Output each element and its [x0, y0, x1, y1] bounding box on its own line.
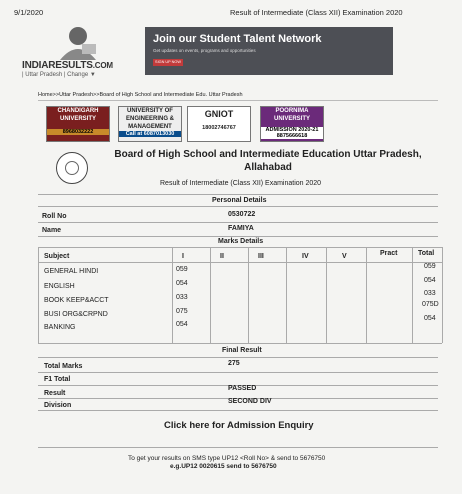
table-row-mark: 033: [176, 294, 188, 301]
table-row-mark: 054: [176, 321, 188, 328]
division-value: SECOND DIV: [228, 398, 272, 405]
name-value: FAMIYA: [228, 225, 254, 232]
table-row-subject: BUSI ORG&CRPND: [44, 311, 108, 318]
divider: [38, 236, 438, 237]
result-label: Result: [44, 390, 66, 397]
divider: [38, 100, 438, 101]
print-date: 9/1/2020: [14, 8, 44, 17]
table-row-total: 054: [424, 277, 436, 284]
divider: [210, 247, 211, 343]
ad-gniot[interactable]: GNIOT 18002746767: [187, 106, 251, 142]
col-pract: Pract: [380, 250, 398, 257]
divider: [38, 194, 438, 195]
divider: [38, 343, 442, 344]
col-v: V: [342, 253, 347, 260]
table-row-total: 059: [424, 263, 436, 270]
roll-value: 0530722: [228, 211, 256, 218]
board-seal-icon: [56, 152, 88, 184]
table-row-mark: 054: [176, 280, 188, 287]
divider: [38, 206, 438, 207]
print-title: Result of Intermediate (Class XII) Examination 2020: [230, 8, 403, 17]
total-marks-value: 275: [228, 360, 240, 367]
sms-example: e.g.UP12 0020615 send to 5676750: [170, 463, 277, 470]
divider: [38, 222, 438, 223]
divider: [172, 247, 173, 343]
table-row-total: 054: [424, 315, 436, 322]
banner-title: Join our Student Talent Network: [153, 33, 322, 45]
col-total: Total: [418, 250, 435, 257]
divider: [248, 247, 249, 343]
ad-chandigarh[interactable]: CHANDIGARH UNIVERSITY 8968032222: [46, 106, 110, 142]
divider: [442, 247, 443, 343]
divider: [412, 247, 413, 343]
division-label: Division: [44, 402, 72, 409]
sms-instruction: To get your results on SMS type UP12 <Roll No> & send to 5676750: [128, 455, 326, 462]
divider: [38, 357, 438, 358]
marks-details-heading: Marks Details: [218, 238, 264, 245]
talent-network-banner[interactable]: [145, 27, 393, 75]
table-row-subject: GENERAL HINDI: [44, 268, 99, 275]
exam-title: Result of Intermediate (Class XII) Examination 2020: [160, 180, 322, 187]
divider: [38, 410, 438, 411]
ad-poornima[interactable]: POORNIMA UNIVERSITY ADMISSION 2020-21 8875666618: [260, 106, 324, 142]
col-subject: Subject: [44, 253, 70, 260]
state-selector[interactable]: | Uttar Pradesh | Change ▼: [22, 72, 96, 78]
divider: [38, 372, 438, 373]
col-ii: II: [220, 253, 224, 260]
board-name: Board of High School and Intermediate Education Uttar Pradesh, Allahabad: [114, 149, 422, 173]
banner-signup-button[interactable]: SIGN UP NOW: [153, 59, 183, 66]
banner-subtitle: Get updates on events, programs and opportunities: [153, 48, 256, 53]
divider: [38, 262, 442, 263]
col-i: I: [182, 253, 184, 260]
divider: [286, 247, 287, 343]
table-row-total: 075D: [422, 301, 439, 308]
col-iii: III: [258, 253, 264, 260]
f1-total-label: F1 Total: [44, 376, 71, 383]
personal-details-heading: Personal Details: [212, 197, 267, 204]
table-row-subject: ENGLISH: [44, 283, 75, 290]
col-iv: IV: [302, 253, 309, 260]
divider: [366, 247, 367, 343]
final-result-heading: Final Result: [222, 347, 262, 354]
result-value: PASSED: [228, 385, 257, 392]
table-row-subject: BOOK KEEP&ACCT: [44, 297, 109, 304]
site-logo[interactable]: INDIARESULTS.COM: [22, 60, 113, 71]
admission-enquiry-link[interactable]: Click here for Admission Enquiry: [164, 420, 314, 431]
divider: [326, 247, 327, 343]
divider: [38, 247, 39, 343]
breadcrumb[interactable]: Home>>Uttar Pradesh>>Board of High School and Intermediate Edu. Uttar Pradesh: [38, 92, 243, 98]
table-row-mark: 059: [176, 266, 188, 273]
divider: [38, 247, 442, 248]
student-logo-icon: [48, 24, 108, 60]
roll-label: Roll No: [42, 213, 67, 220]
name-label: Name: [42, 227, 62, 234]
total-marks-label: Total Marks: [44, 363, 83, 370]
table-row-total: 033: [424, 290, 436, 297]
table-row-mark: 075: [176, 308, 188, 315]
ad-uem[interactable]: UNIVERSITY OF ENGINEERING & MANAGEMENT Call at 6087013030: [118, 106, 182, 142]
table-row-subject: BANKING: [44, 324, 76, 331]
